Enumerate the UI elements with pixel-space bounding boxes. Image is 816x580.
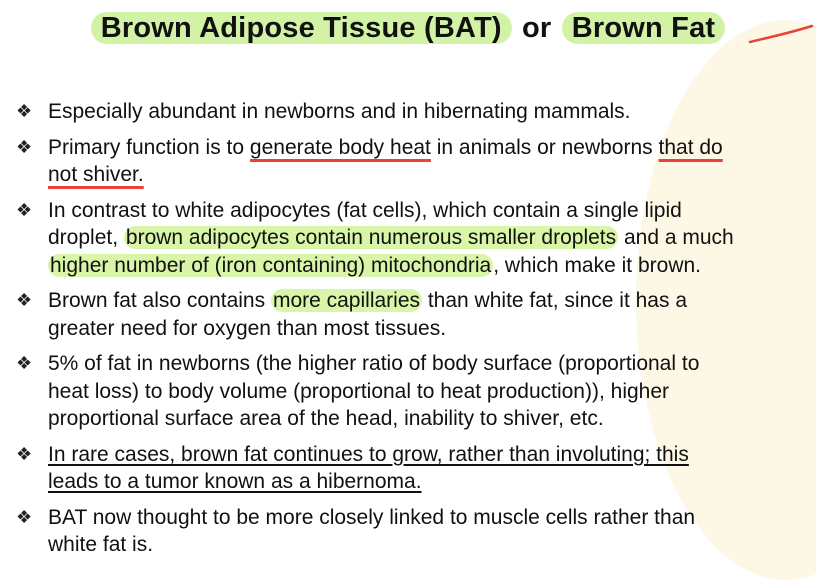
bullet-item <box>14 287 814 342</box>
bullet-text: proportional surface area of the head, inability to shiver, etc. <box>48 407 604 430</box>
diamond-bullet-icon: ❖ <box>16 443 33 464</box>
bullet-text: Brown fat also contains <box>48 289 271 312</box>
underlined-phrase: not shiver. <box>48 163 144 186</box>
diamond-bullet-icon: ❖ <box>16 101 33 121</box>
bullet-text: BAT now thought to be more closely linked to muscle cells rather than <box>48 505 696 529</box>
underlined-phrase: that do <box>658 135 723 159</box>
bullet-list <box>14 98 814 567</box>
bullet-text: heat loss) to body volume (proportional to heat production)), higher <box>48 379 670 403</box>
bullet-item <box>14 441 814 496</box>
underlined-text: In rare cases, brown fat continues to grow, rather than involuting; this <box>48 442 689 466</box>
diamond-bullet-icon: ❖ <box>16 199 33 220</box>
bullet-text: greater need for oxygen than most tissues. <box>48 316 447 340</box>
diamond-bullet-icon: ❖ <box>16 353 33 373</box>
diamond-bullet-icon: ❖ <box>16 506 33 527</box>
bullet-text: , which make it brown. <box>493 253 701 277</box>
bullet-text: white fat is. <box>48 533 154 556</box>
bullet-text: In contrast to white adipocytes (fat cells), which contain a single lipid <box>48 198 682 222</box>
title-connector: or <box>513 12 560 44</box>
bullet-item <box>14 134 814 189</box>
bullet-text: than white fat, since it has a <box>422 289 687 312</box>
bullet-text: in animals or newborns <box>430 135 659 159</box>
diamond-bullet-icon: ❖ <box>16 136 33 157</box>
highlighted-phrase: more capillaries <box>272 289 421 312</box>
bullet-item <box>14 504 814 559</box>
bullet-item <box>14 197 814 280</box>
diamond-bullet-icon: ❖ <box>16 290 33 310</box>
highlighted-phrase: higher number of (iron containing) mitochondria <box>50 253 492 277</box>
bullet-item <box>14 98 814 126</box>
page-title <box>0 8 816 48</box>
underlined-text: leads to a tumor known as a hibernoma. <box>48 470 422 493</box>
underlined-phrase: generate body heat <box>249 135 431 159</box>
bullet-text: and a much <box>618 226 734 249</box>
bullet-text: 5% of fat in newborns (the higher ratio of body surface (proportional to <box>48 352 700 375</box>
bullet-text: Especially abundant in newborns and in hibernating mammals. <box>48 100 631 123</box>
title-highlight-bat: Brown Adipose Tissue (BAT) <box>91 12 512 44</box>
title-highlight-brown-fat: Brown Fat <box>562 12 726 44</box>
bullet-text: droplet, <box>48 226 124 249</box>
highlighted-phrase: brown adipocytes contain numerous smaller droplets <box>125 226 617 249</box>
bullet-item <box>14 350 814 433</box>
bullet-text: Primary function is to <box>48 135 250 159</box>
